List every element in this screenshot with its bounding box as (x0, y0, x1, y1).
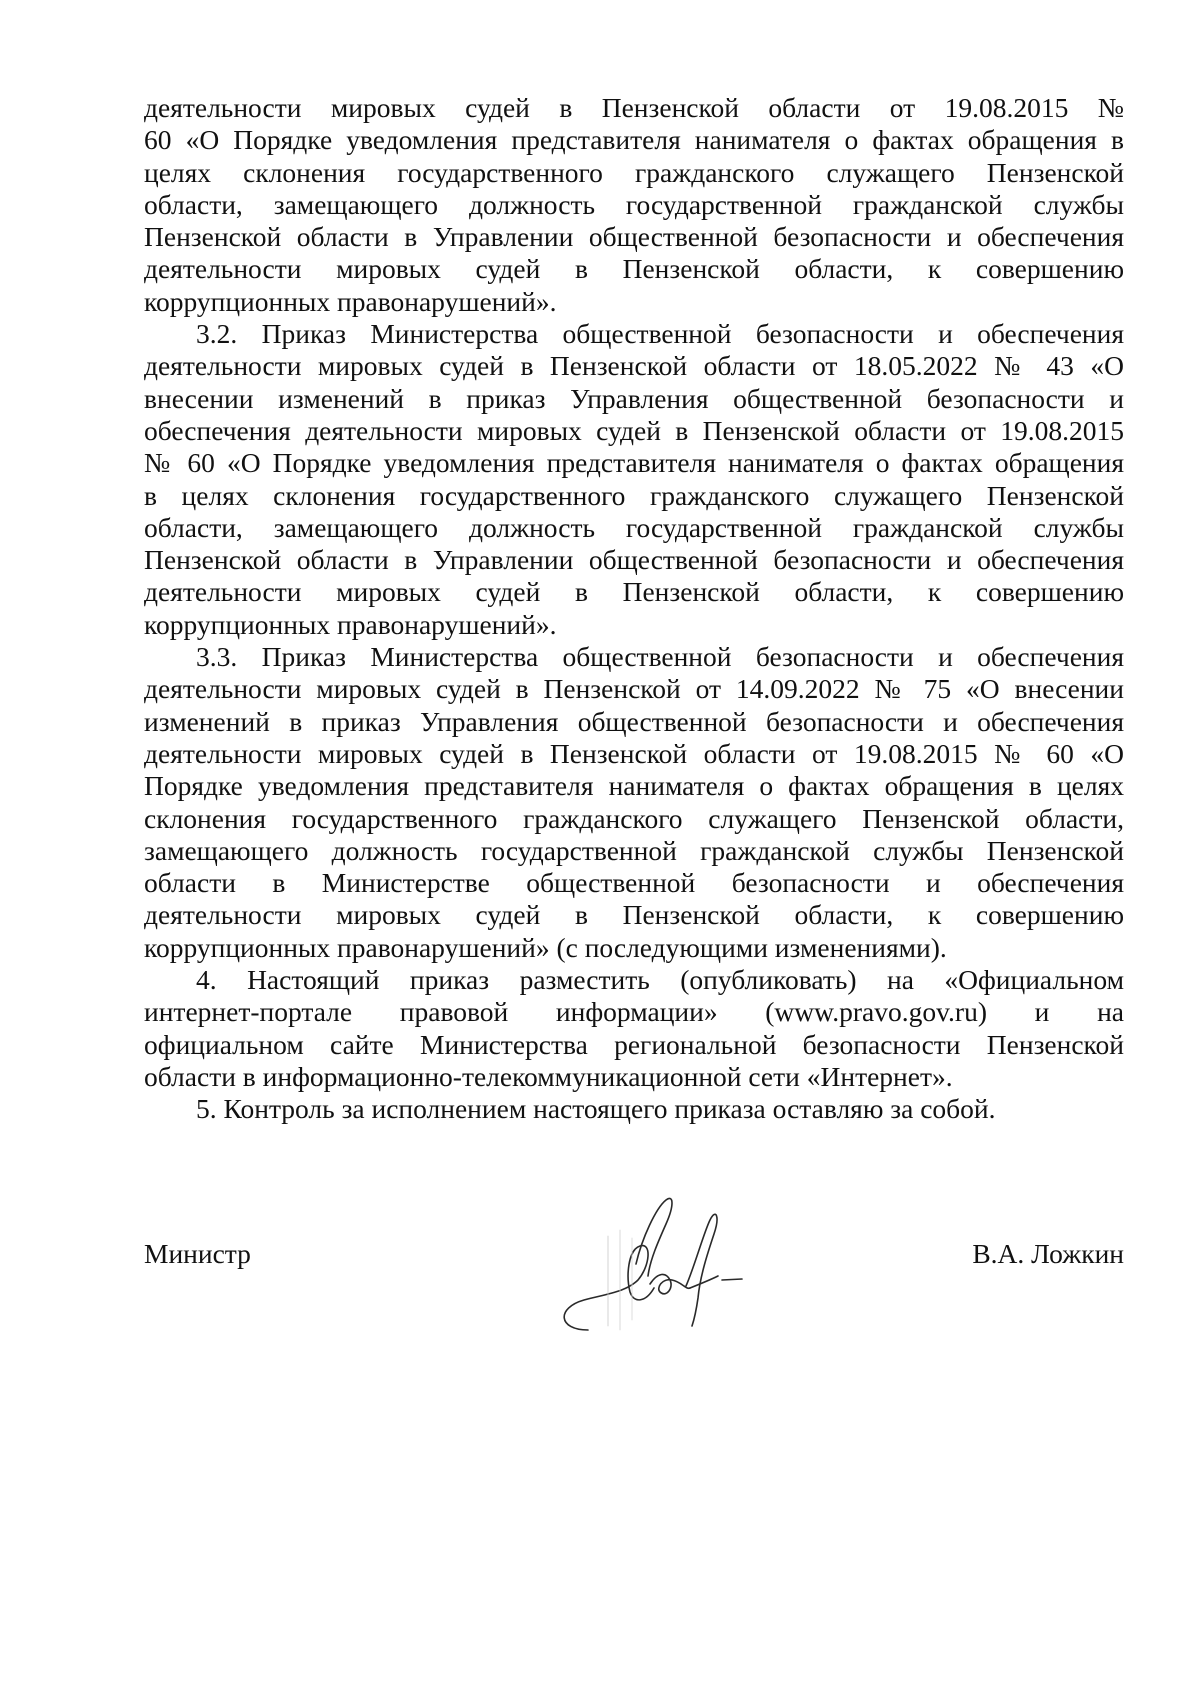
text-line: в целях склонения государственного гражданского служащего Пензенской (144, 479, 1124, 511)
text-line: № 60 «О Порядке уведомления представителя нанимателя о фактах обращения (144, 447, 1124, 479)
text-line: Пензенской области в Управлении общественной безопасности и обеспечения (144, 544, 1124, 576)
text-line: замещающего должность государственной гражданской службы Пензенской (144, 834, 1124, 866)
handwritten-signature (510, 1180, 750, 1340)
signatory-position: Министр (144, 1238, 251, 1269)
text-line: деятельности мировых судей в Пензенской области от 18.05.2022 № 43 «О (144, 350, 1124, 382)
text-line: Порядке уведомления представителя нанимателя о фактах обращения в целях (144, 770, 1124, 802)
text-line: обеспечения деятельности мировых судей в Пензенской области от 19.08.2015 (144, 414, 1124, 446)
text-line: коррупционных правонарушений». (144, 285, 557, 317)
text-line: деятельности мировых судей в Пензенской области, к совершению (144, 899, 1124, 931)
paragraph-first-line: 4. Настоящий приказ разместить (опубликовать) на «Официальном (196, 964, 1124, 996)
text-line: склонения государственного гражданского служащего Пензенской области, (144, 802, 1124, 834)
text-line: деятельности мировых судей в Пензенской области от 19.08.2015 № (144, 92, 1124, 123)
text-line: внесении изменений в приказ Управления общественной безопасности и (144, 382, 1124, 414)
text-line: области в Министерстве общественной безопасности и обеспечения (144, 867, 1124, 899)
text-line: 60 «О Порядке уведомления представителя нанимателя о фактах обращения в (144, 124, 1124, 156)
text-line: деятельности мировых судей в Пензенской области, к совершению (144, 253, 1124, 285)
signatory-name: В.А. Ложкин (972, 1238, 1124, 1269)
paragraph-first-line: 3.3. Приказ Министерства общественной безопасности и обеспечения (196, 641, 1124, 673)
text-line: области в информационно-телекоммуникационной сети «Интернет». (144, 1060, 953, 1092)
text-line: области, замещающего должность государственной гражданской службы (144, 188, 1124, 220)
text-line: официальном сайте Министерства региональной безопасности Пензенской (144, 1028, 1124, 1060)
document-body (144, 92, 1124, 1126)
text-line: коррупционных правонарушений» (с последующими изменениями). (144, 931, 947, 963)
text-line: деятельности мировых судей в Пензенской от 14.09.2022 № 75 «О внесении (144, 673, 1124, 705)
paragraph-first-line: 5. Контроль за исполнением настоящего приказа оставляю за собой. (196, 1093, 996, 1125)
text-line: интернет-портале правовой информации» (www.pravo.gov.ru) и на (144, 996, 1124, 1028)
text-line: Пензенской области в Управлении общественной безопасности и обеспечения (144, 221, 1124, 253)
text-line: деятельности мировых судей в Пензенской области от 19.08.2015 № 60 «О (144, 737, 1124, 769)
text-line: деятельности мировых судей в Пензенской области, к совершению (144, 576, 1124, 608)
text-line: изменений в приказ Управления общественной безопасности и обеспечения (144, 705, 1124, 737)
text-line: области, замещающего должность государственной гражданской службы (144, 511, 1124, 543)
paragraph-first-line: 3.2. Приказ Министерства общественной безопасности и обеспечения (196, 318, 1124, 350)
text-line: целях склонения государственного гражданского служащего Пензенской (144, 156, 1124, 188)
text-line: коррупционных правонарушений». (144, 608, 557, 640)
